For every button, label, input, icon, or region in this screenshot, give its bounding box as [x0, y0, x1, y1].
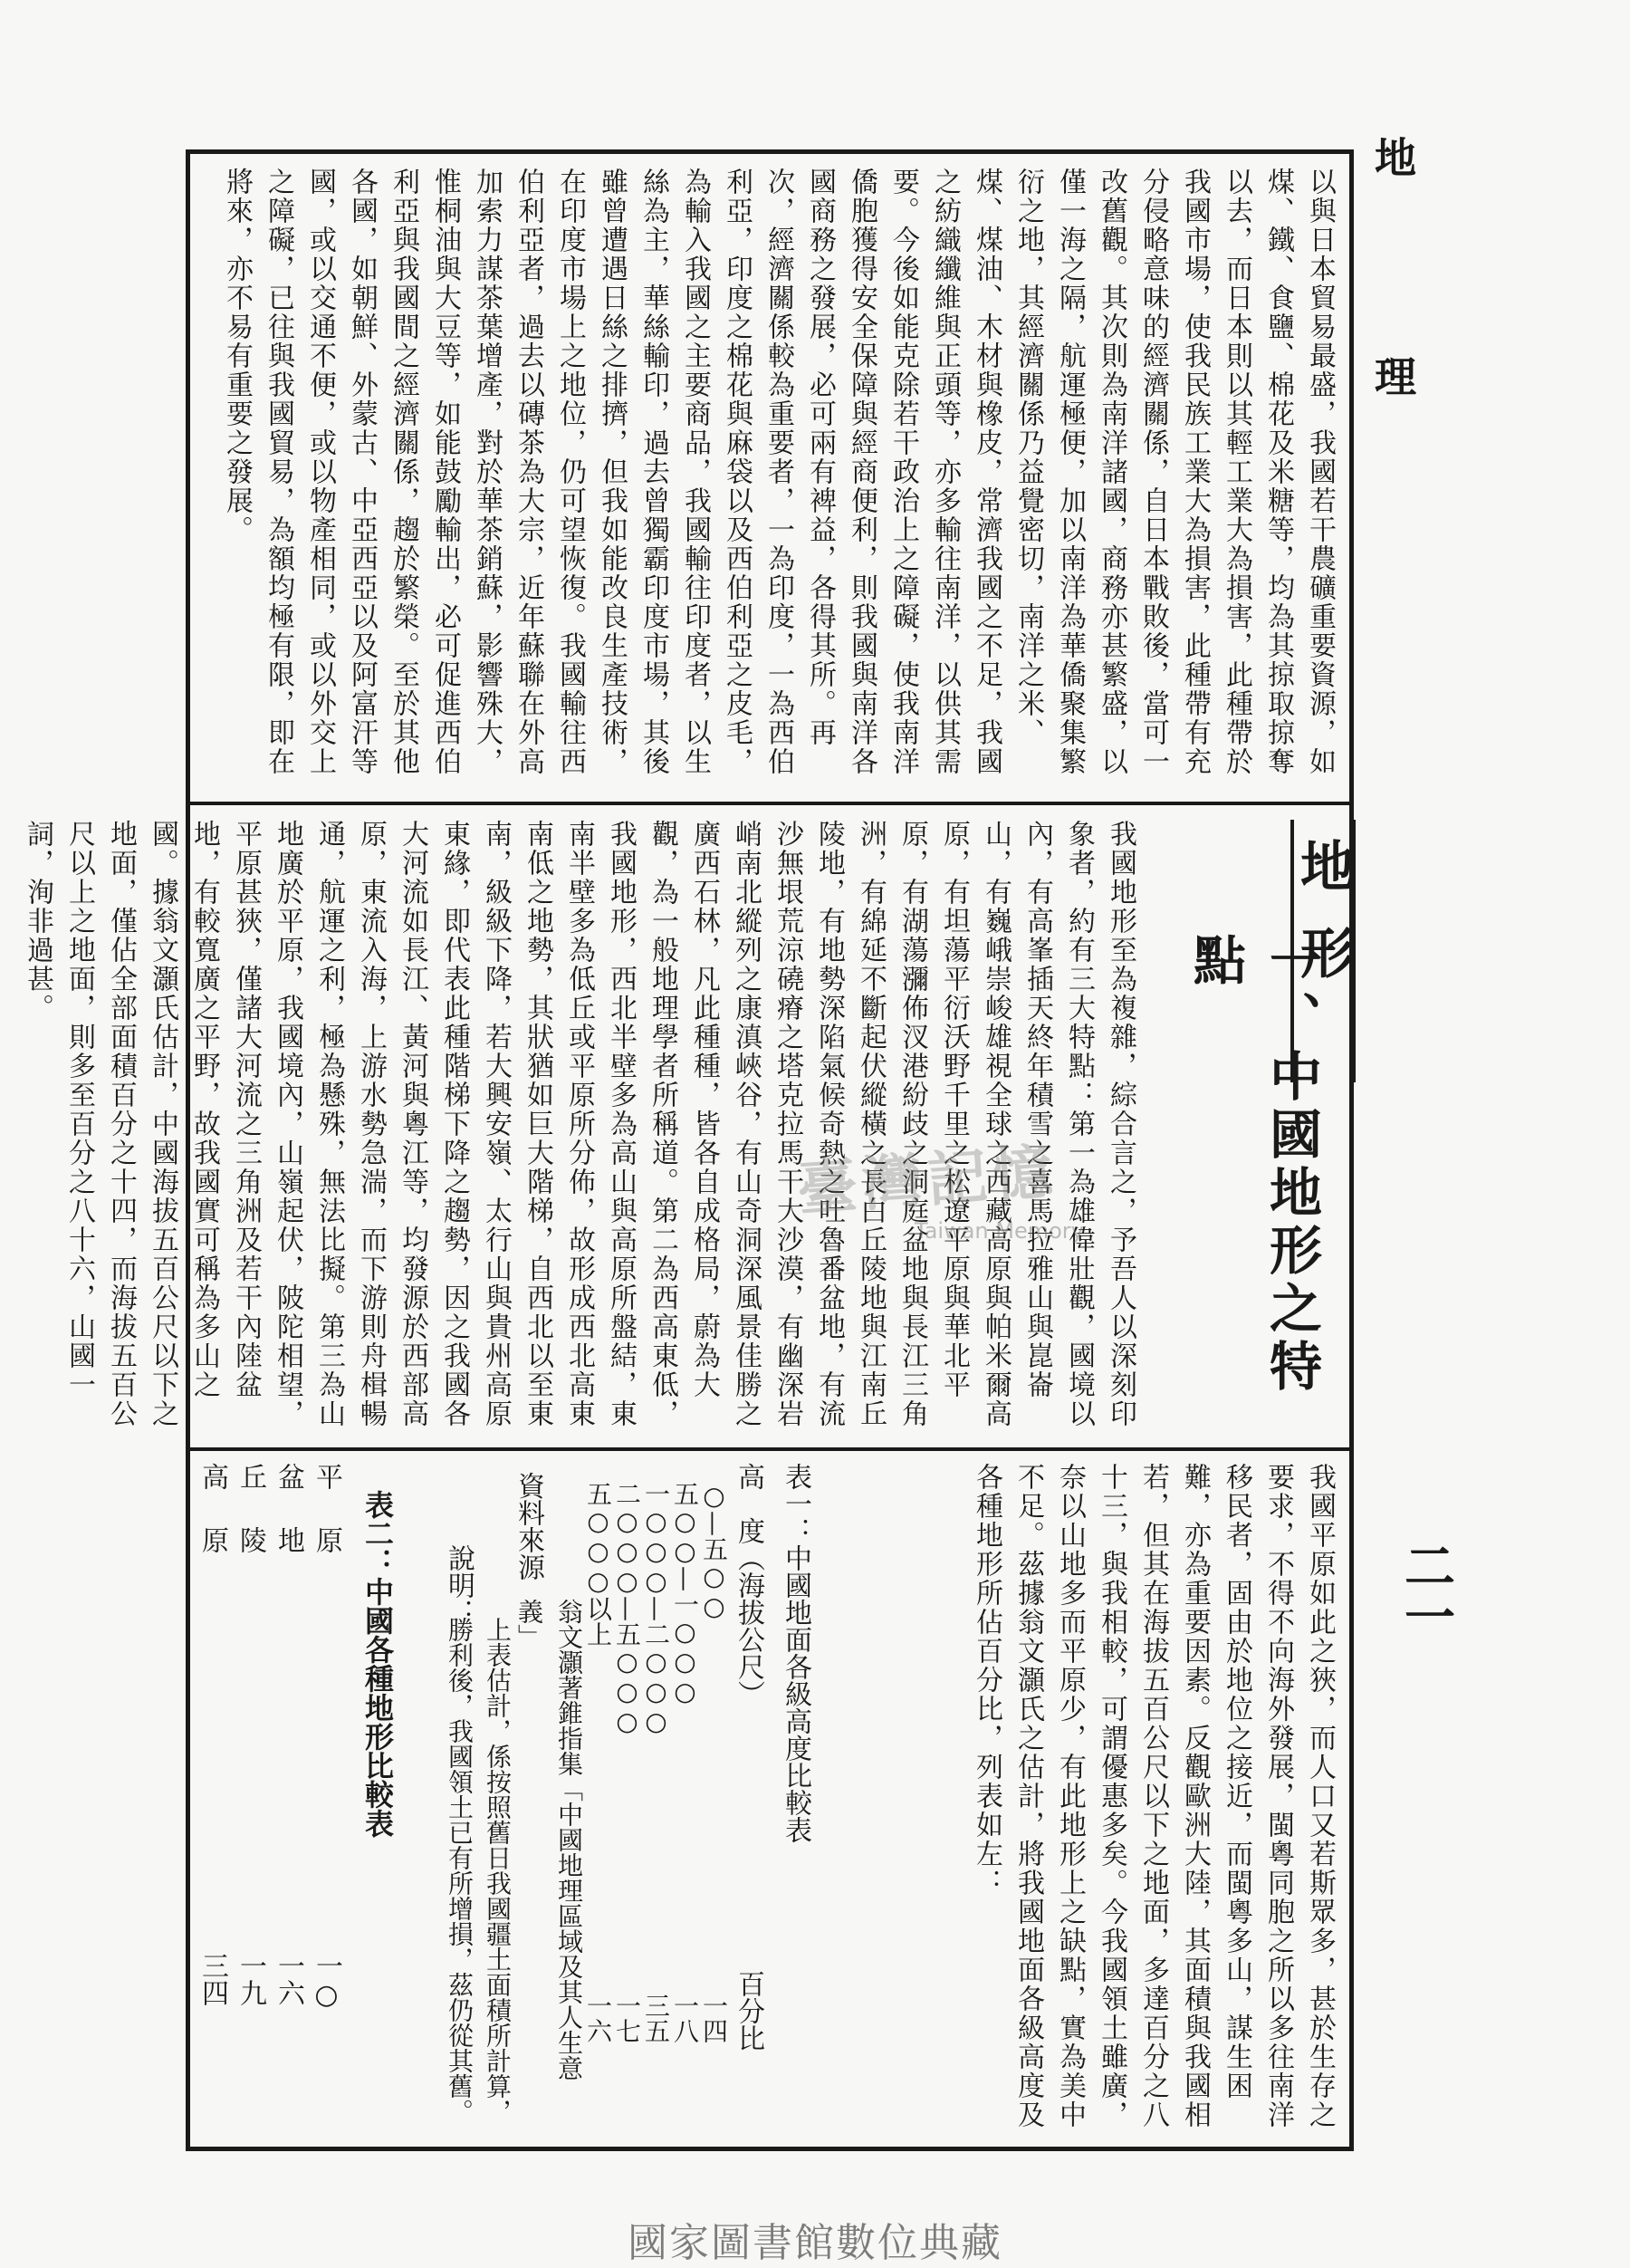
table-row: [192, 1463, 230, 2115]
table1-range: 一○○○—二○○○: [641, 1481, 671, 1736]
divider-top: [186, 802, 1354, 805]
table1-range: ○—五○○: [699, 1481, 729, 1621]
table1-caption: 表一：中國地面各級高度比較表: [780, 1463, 811, 1843]
table2-percent: 一九: [235, 1952, 266, 2006]
table1-range: 五○○—一○○○: [670, 1481, 700, 1706]
table1-rows: [580, 1463, 729, 2133]
table1-range: 五○○○以上: [583, 1481, 613, 1647]
table-row: [268, 1463, 306, 2115]
table2-percent: 一○: [311, 1952, 342, 2011]
table2-caption: 表二：中國各種地形比較表: [360, 1490, 395, 1838]
watermark-sub: Taiwan Memory: [915, 1218, 1084, 1244]
note-text: 上表估計，係按照舊日我國疆土面積所計算，勝利後，我國領土已有所增損，茲仍從其舊。: [445, 1617, 513, 2124]
table1-percent: 一六: [583, 1993, 613, 2043]
table2-rows: [190, 1463, 344, 2115]
top-body-text: 以與日本貿易最盛，我國若干農礦重要資源，如煤、鐵、食鹽、棉花及米糖等，均為其掠取掠奪以去，而日本則以其輕工業大為損害，此種帶於我國市場，使我民族工業大為損害，此種帶有充分侵略意味的經濟關係，自日本戰敗後，當可一改舊觀。其次則為南洋諸國，商務亦甚繁盛，以僅一海之隔，航運極便，加以南洋為華僑聚集繁衍之地，其經濟關係乃益覺密切，南洋之米、煤、煤油、木材與橡皮，常濟我國之不足，我國之紡織纖維與正頭等，亦多輸往南洋，以供其需要。今後如能克除若干政治上之障礙，使我南洋僑胞獲得安全保障與經商便利，則我國與南洋各國商務之發展，必可兩有裨益，各得其所。再次，經濟關係較為重要者，一為印度，一為西伯利亞，印度之棉花與麻袋以及西伯利亞之皮毛，為輸入我國之主要商品，我國輸往印度者，以生絲為主，華絲輸印，過去曾獨霸印度市場，其後雖曾遭遇日絲之排擠，但我如能改良生產技術，在印度市場上之地位，仍可望恢復。我國輸往西伯利亞者，過去以磚茶為大宗，近年蘇聯在外高加索力謀茶葉增產，對於華茶銷蘇，影響殊大，惟桐油與大豆等，如能鼓勵輸出，必可促進西伯利亞與我國間之經濟關係，趨於繁榮。至於其他各國，如朝鮮、外蒙古、中亞西亞以及阿富汗等國，或以交通不便，或以物產相同，或以外交上之障礙，已往與我國貿易，為額均極有限，即在將來，亦不易有重要之發展。: [221, 168, 1336, 776]
source-label: 資料來源: [513, 1472, 544, 1581]
middle-body-text: 我國地形至為複雜，綜合言之，予吾人以深刻印象者，約有三大特點：第一為雄偉壯觀，國境以內，有高峯插天終年積雪之喜馬拉雅山與崑崙山，有巍峨崇峻雄視全球之西藏高原與帕米爾高原，有坦蕩平衍沃野千里之松遼平原與華北平原，有湖蕩瀰佈汊港紛歧之洞庭盆地與長江三角洲，有綿延不斷起伏縱橫之長白丘陵地與江南丘陵地，有地勢深陷氣候奇熱之吐魯番盆地，有流沙無垠荒涼磽瘠之塔克拉馬干大沙漠，有幽深岩峭南北縱列之康滇峽谷，有山奇洞深風景佳勝之廣西石林，凡此種種，皆各自成格局，蔚為大觀，為一般地理學者所稱道。第二為西高東低，我國地形，西北半壁多為高山與高原所盤結，東南半壁多為低丘或平原所分佈，故形成西北高東南低之地勢，其狀猶如巨大階梯，自西北以至東南，級級下降，若大興安嶺、太行山與貴州高原東緣，即代表此種階梯下降之趨勢，因之我國各大河流如長江、黃河與粵江等，均發源於西部高原，東流入海，上游水勢急湍，而下游則舟楫暢通，航運之利，極為懸殊，無法比擬。第三為山地廣於平原，我國境內，山嶺起伏，陂陀相望，平原甚狹，僅諸大河流之三角洲及若干內陸盆地，有較寬廣之平野，故我國實可稱為多山之國。據翁文灝氏估計，中國海拔五百公尺以下之地面，僅佔全部面積百分之十四，而海拔五百公尺以上之地面，則多至百分之八十六，山國一詞，洵非過甚。: [22, 820, 1136, 1428]
table1-percent: 一四: [699, 1993, 729, 2043]
table-row: [306, 1463, 344, 2115]
table1-percent: 三五: [641, 1993, 671, 2043]
table2-landform: 丘陵: [235, 1463, 266, 1590]
table1-percent: 一七: [612, 1993, 642, 2043]
watermark: 臺灣記憶: [795, 1136, 1060, 1225]
table1-percent: 一八: [670, 1993, 700, 2043]
source-text: 翁文灝著錐指集「中國地理區域及其人生意義」: [514, 1599, 584, 2081]
table2-landform: 盆地: [273, 1463, 304, 1590]
table-height-comparison: [584, 1463, 815, 2151]
footer-credit: 國家圖書館數位典藏: [628, 2220, 1002, 2266]
table1-col-height: 高 度（海拔公尺）: [733, 1463, 764, 1707]
table1-range: 二○○○—五○○○: [612, 1481, 642, 1736]
table1-note: [398, 1463, 516, 2124]
note-label: 說明：: [443, 1544, 475, 1626]
bottom-body-text: 我國平原如此之狹，而人口又若斯眾多，甚於生存之要求，不得不向海外發展，閩粵同胞之所以多往南洋移民者，固由於地位之接近，而閩粵多山，謀生困難，亦為重要因素。反觀歐洲大陸，其面積與我國相若，但其在海拔五百公尺以下之地面，多達百分之八十三，與我相較，可謂優惠多矣。今我國領土雖廣，奈以山地多而平原少，有此地形上之缺點，實為美中不足。茲據翁文灝氏之估計，將我國地面各級高度及各種地形所佔百分比，列表如左：: [971, 1463, 1336, 2129]
table1-col-percent: 百分比: [733, 1970, 764, 2052]
table2-landform: 高原: [197, 1463, 228, 1590]
table2-percent: 一六: [273, 1952, 304, 2006]
table-landform-comparison: [195, 1463, 398, 2115]
table2-landform: 平原: [311, 1463, 342, 1590]
divider-bottom: [186, 1447, 1354, 1451]
table1-source: [507, 1463, 589, 2115]
table2-percent: 三四: [197, 1952, 228, 2006]
section-label: 地形: [1291, 838, 1355, 1012]
table-row: [230, 1463, 268, 2115]
page-number: 二一: [1396, 1540, 1456, 1641]
chapter-title: 一、中國地形之特點: [1184, 933, 1322, 1397]
running-head: 地 理: [1368, 136, 1417, 479]
